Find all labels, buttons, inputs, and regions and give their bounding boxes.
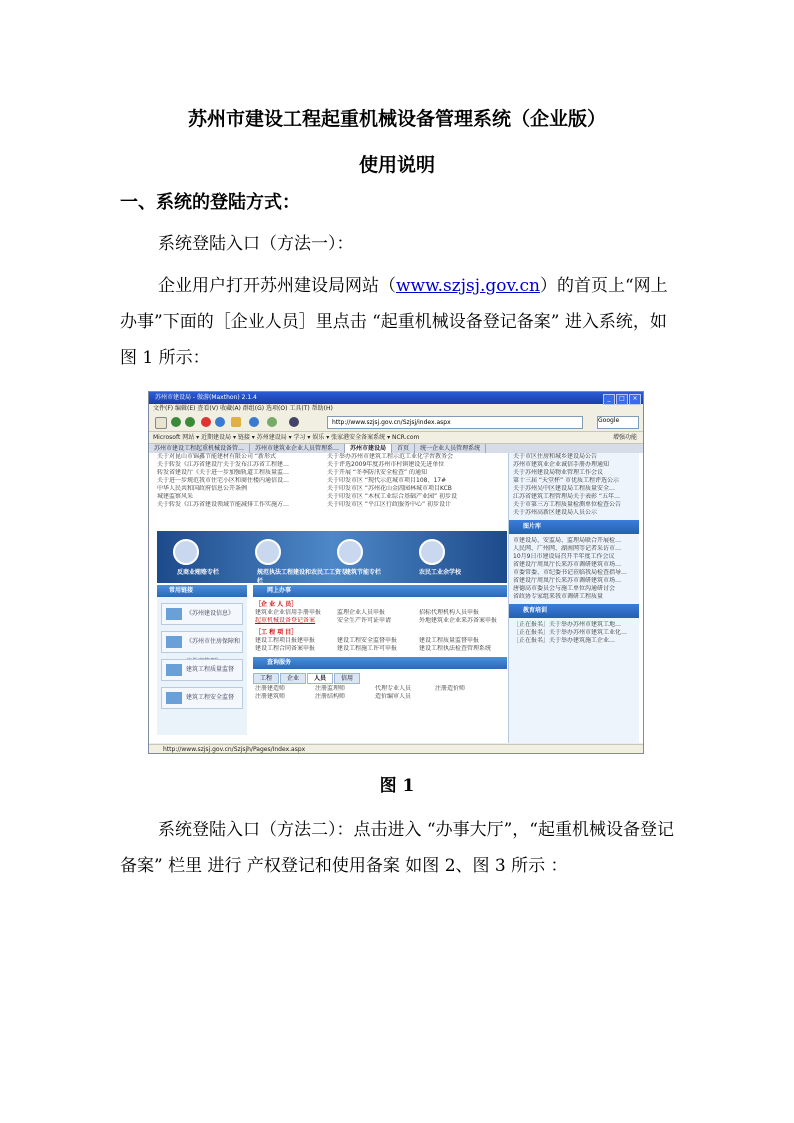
right-news-item[interactable]: ［正在报名］关于举办苏州市建筑工业化… (513, 629, 628, 636)
address-bar[interactable]: http://www.szjsj.gov.cn/Szjsj/index.aspx (327, 416, 583, 429)
news-list (157, 453, 507, 528)
book-icon (419, 539, 445, 565)
right-news-item[interactable]: ［正在报名］关于举办苏州市建筑工地… (513, 621, 622, 628)
news-row[interactable]: 关于对昆山市锦鑫节能建材有限公司 “新形式 关于举办苏州市建筑工程示范工业化学習教务会 (157, 453, 454, 460)
project-heading: ［工 程 项 目］ (255, 629, 298, 636)
stop-icon[interactable] (201, 417, 211, 427)
service-row: 建设工程合同备案申报 建设工程施工许可申报 建设工程执法检查管理系统 (255, 645, 492, 652)
gear-icon (337, 539, 363, 565)
feature-banner (157, 531, 507, 583)
service-row: 建设工程项目报建申报 建设工程安全监督申报 建设工程质量监督申报 (255, 637, 480, 644)
website-link[interactable]: www.szjsj.gov.cn (396, 276, 540, 296)
right-news-item[interactable]: 唐德高市委员会与施工单位沟通研讨会 (513, 585, 616, 592)
back-icon[interactable] (171, 417, 181, 427)
tab-5[interactable]: 统一企业人员管理系统 (415, 444, 486, 453)
window-title: 苏州市建设局 - 傲游(Maxthon) 2.1.4 (155, 394, 257, 401)
banner-item[interactable]: 规范执法工程建设和农民工工资专栏 (257, 569, 348, 585)
news-row[interactable]: 转发省建设厅《关于进一步加强轨道工程质量监… 关于开展 “冬季防汛安全检查” 的通知 (157, 469, 428, 476)
banner-item[interactable]: 建筑节能专栏 (345, 569, 382, 576)
query-row: 注册建筑师 注册结构师 造价编审人员 (255, 693, 412, 700)
history-icon[interactable] (249, 417, 259, 427)
sidebar-link[interactable]: 《苏州市住房保障和 (161, 631, 243, 653)
tab-3[interactable]: 苏州市建设局 (345, 444, 392, 453)
window-titlebar (149, 392, 643, 404)
search-box[interactable]: Google (597, 416, 639, 429)
document-subtitle: 使用说明 (358, 154, 435, 176)
sidebar-link[interactable]: 《苏州建设信息》 (161, 603, 243, 625)
addons-label[interactable]: 增强功能 (612, 434, 637, 441)
news-row[interactable]: 城建监察风采 关于印发市区 “木权工业综合基础产业园” 初步设 (157, 493, 458, 500)
tab-personnel[interactable]: 人员 (307, 673, 333, 684)
section-heading: 一、系统的登陆方式： (120, 192, 300, 213)
figure-caption: 图 1 (379, 776, 415, 796)
right-news-item[interactable]: 第十三届 “天堂杯” 市优质工程评选公示 (513, 477, 620, 484)
right-news-item[interactable]: ［正在报名］关于举办建筑施工企业… (513, 637, 616, 644)
news-row[interactable]: 关于转发《江苏省建设厅关于发布江苏省工程建… 关于评选2009年度苏州市村镇建设先进单位 (157, 461, 445, 468)
minimize-icon[interactable]: _ (603, 394, 615, 405)
tab-2[interactable]: 苏州市建筑业企业人员管理系… (250, 444, 345, 453)
service-row: 起重机械设备登记备案 安全生产许可证申请 外地建筑业企业来苏备案申报 (255, 617, 498, 624)
link-icon (166, 636, 182, 648)
medal-icon (255, 539, 281, 565)
method-one-heading: 系统登陆入口（方法一）： (158, 234, 354, 254)
service-row: 建筑业企业信用手册申报 监理企业人员申报 招标代理机构人员申报 (255, 609, 480, 616)
banner-item[interactable]: 农民工业余学校 (419, 569, 462, 576)
para-suffix: ）的首页上“网上办事”下面的［企业人员］里点击 “起重机械设备登记备案” 进入系统，如图 1 所示： (120, 276, 668, 368)
browser-toolbar (149, 413, 643, 432)
home-icon[interactable] (231, 417, 241, 427)
link-icon (166, 664, 182, 676)
sidebar-header: 常用链接 (157, 585, 247, 597)
tab-1[interactable]: 苏州市建设工程起重机械设备管… (149, 444, 250, 453)
gallery-header: 图片库 (509, 520, 639, 534)
tab-project[interactable]: 工程 (253, 673, 279, 684)
right-news-item[interactable]: 人民网、广州网、湖南网等记者采访市… (513, 545, 622, 552)
sidebar-link[interactable]: 建筑工程质量监督 (161, 659, 243, 681)
right-news-item[interactable]: 省建设厅周岚厅长来苏市调研建筑市场… (513, 561, 622, 568)
crane-registration-link[interactable]: 起重机械设备登记备案 (255, 617, 316, 624)
services-header: 网上办事 (253, 585, 507, 597)
query-header: 查询服务 (253, 657, 507, 669)
right-news-item[interactable]: 市委常委、市纪委书记莅临我局检查指导… (513, 569, 628, 576)
link-sidebar (157, 585, 247, 735)
maximize-icon[interactable]: □ (616, 394, 628, 405)
favorites-links[interactable]: Microsoft 网站 ▾ 近期建设局 ▾ 链接 ▾ 苏州建设局 ▾ 学习 ▾ 娱乐 ▾ 张家港安全备案系统 ▾ NCR.com (153, 434, 420, 441)
sidebar-link[interactable]: 建筑工程安全监督 (161, 687, 243, 709)
enterprise-staff-heading: ［企 业 人 员］ (255, 601, 298, 608)
query-tabs (253, 673, 507, 682)
right-news-item[interactable]: 省政协专家组来我市调研工程质量 (513, 593, 604, 600)
query-row: 注册建造师 注册监理师 代理专业人员 注册造价师 (255, 685, 466, 692)
menu-bar[interactable]: 文件(F) 编辑(E) 查看(V) 收藏(A) 群组(G) 选项(O) 工具(T) 帮助(H) (149, 404, 643, 413)
news-row[interactable]: 关于转发《江苏省建设领域节能减排工作实施方… 关于印发市区 “平江区行政服务中心” 初步设计 (157, 501, 452, 508)
page-content (149, 453, 643, 743)
right-news-item[interactable]: 关于苏州吴中区建设局工程质量安全… (513, 485, 616, 492)
banner-item[interactable]: 反商业贿赂专栏 (177, 569, 220, 576)
online-services (253, 585, 507, 735)
para-prefix: 企业用户打开苏州建设局网站（ (158, 276, 396, 296)
right-news-item[interactable]: 关于市区住房和城乡建设局公告 (513, 453, 598, 460)
shield-icon (173, 539, 199, 565)
link-icon (166, 692, 182, 704)
right-news-item[interactable]: 关于苏州高新区建设局人员公示 (513, 509, 598, 516)
method-two-paragraph: 系统登陆入口（方法二）：点击进入 “办事大厅”，“起重机械设备登记备案” 栏里 进行 产权登记和使用备案 如图 2、图 3 所示 ： (120, 820, 674, 876)
right-news-item[interactable]: 关于苏州建设局物业管理工作会议 (513, 469, 604, 476)
link-icon (166, 608, 182, 620)
right-news-item[interactable]: 关于市第三方工程质量检测单位检查公告 (513, 501, 622, 508)
right-news-item[interactable]: 10月9日市建设局召开半年度工作会议 (513, 553, 615, 560)
right-news-item[interactable]: 市建设局、安监局、监理局联合开展检… (513, 537, 622, 544)
right-column (508, 453, 639, 743)
favorites-bar (149, 432, 643, 444)
status-bar: http://www.szjsj.gov.cn/Szjsjh/Pages/Index.aspx (149, 744, 643, 753)
method-one-paragraph (120, 268, 680, 376)
tab-credit[interactable]: 信用 (334, 673, 360, 684)
close-icon[interactable]: × (629, 394, 641, 405)
news-row[interactable]: 关于进一步规范我市住宅小区和商住楼内通信设… 关于印发市区 “现代示范城市项目108、17# (157, 477, 447, 484)
figure-1-screenshot (148, 391, 644, 754)
right-news-item[interactable]: 苏州市建筑业企业诚信手册办理通知 (513, 461, 610, 468)
tab-enterprise[interactable]: 企业 (280, 673, 306, 684)
document-title: 苏州市建设工程起重机械设备管理系统（企业版） (187, 108, 606, 130)
right-news-item[interactable]: 省建设厅周岚厅长来苏市调研建筑市场… (513, 577, 622, 584)
favorites-icon[interactable] (267, 417, 277, 427)
training-header: 教育培训 (509, 604, 639, 618)
refresh-icon[interactable] (215, 417, 225, 427)
news-row[interactable]: 中华人民共和国政府信息公开条例 关于印发市区 “苏州花山金阊园林城市项目KCB (157, 485, 452, 492)
right-news-item[interactable]: 江苏省建筑工程管理局关于表彰 “五年… (513, 493, 621, 500)
forward-icon[interactable] (185, 417, 195, 427)
go-icon[interactable] (289, 417, 299, 427)
new-page-icon[interactable] (155, 417, 167, 429)
tab-4[interactable]: 首页 (392, 444, 415, 453)
